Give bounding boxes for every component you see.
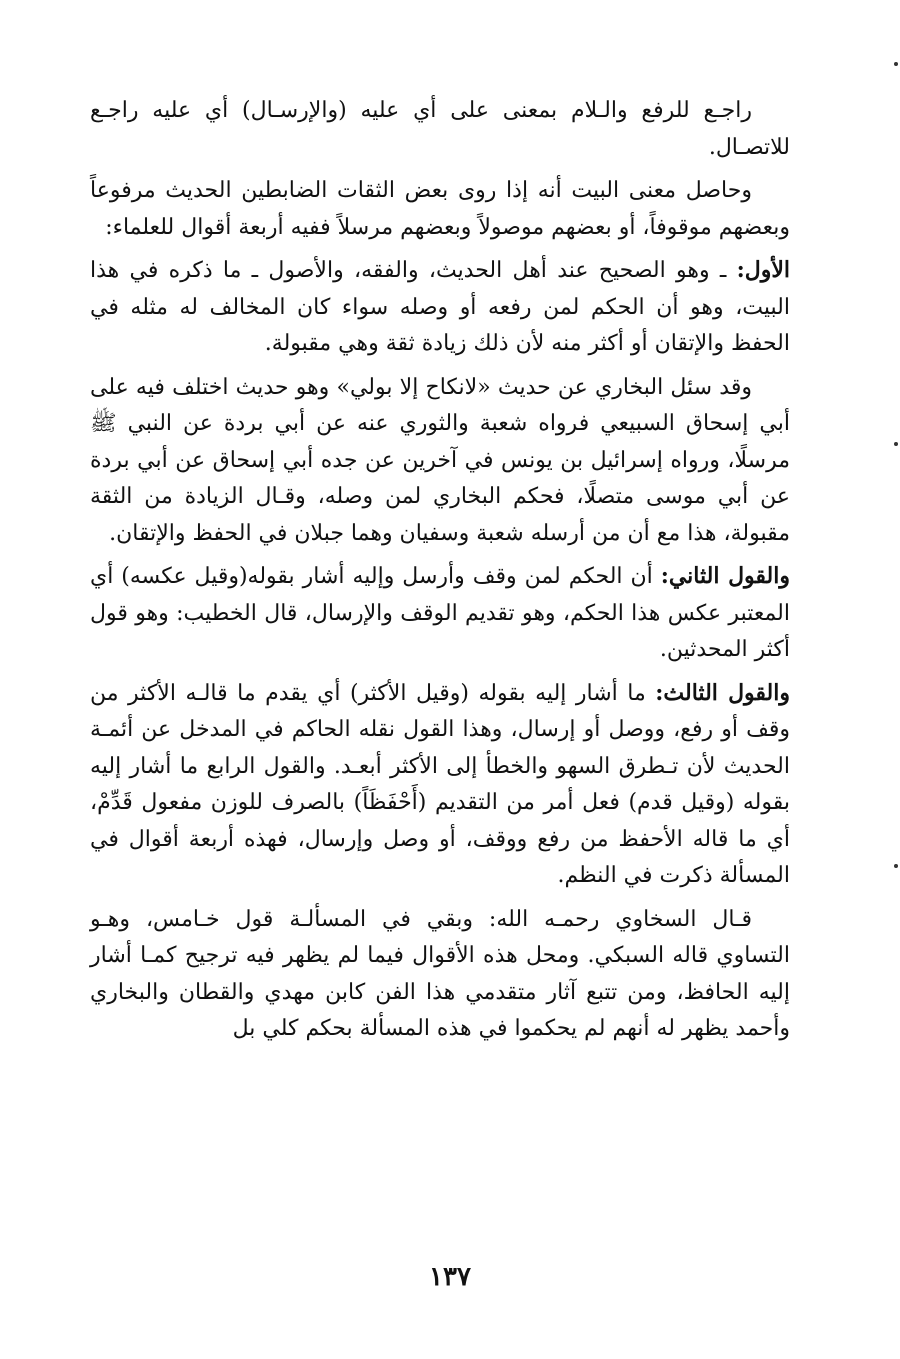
paragraph-7	[90, 901, 790, 1048]
paragraph-text: ما أشار إليه بقوله (وقيل الأكثر) أي يقدم ما قالـه الأكثر من وقف أو رفع، ووصل أو إرسال، وهذا القول نقله الحاكم في المدخل عن أئمـة الحديث لأن تـطرق السهو والخطأ إلى الأكثر أبعـد. والقول الرابع ما أشار إليه بقوله (وقيل قدم) فعل أمر من التقديم (أَحْفَظَاً) بالصرف للوزن مفعول قَدِّمْ، أي ما قاله الأحفظ من رفع ووقف، أو وصل وإرسال، فهذه أربعة أقوال في المسألة ذكرت في النظم.	[90, 680, 790, 888]
paragraph-lead: الأول:	[736, 257, 790, 283]
paragraph-4	[90, 369, 790, 553]
paragraph-text: قـال السخاوي رحمـه الله: وبقي في المسألـة قول خـامس، وهـو التساوي قاله السبكي. ومحل هذه الأقوال فيما لم يظهر فيه ترجيح كمـا أشار إليه الحافظ، ومن تتبع آثار متقدمي هذا الفن كابن مهدي والقطان والبخاري وأحمد يظهر له أنهم لم يحكموا في هذه المسألة بحكم كلي بل	[90, 906, 790, 1041]
margin-mark	[894, 62, 898, 66]
margin-mark	[894, 442, 898, 446]
page-body	[90, 92, 790, 1054]
page-number: ١٣٧	[429, 1262, 471, 1292]
paragraph-1	[90, 92, 790, 166]
paragraph-text: وحاصل معنى البيت أنه إذا روى بعض الثقات الضابطين الحديث مرفوعاً وبعضهم موقوفاً، أو بعضهم موصولاً وبعضهم مرسلاً ففيه أربعة أقوال للعلماء:	[90, 178, 790, 240]
paragraph-lead: والقول الثالث:	[655, 679, 790, 706]
paragraph-text: أن الحكم لمن وقف وأرسل وإليه أشار بقوله(وقيل عكسه) أي المعتبر عكس هذا الحكم، وهو تقديم الوقف والإرسال، قال الخطيب: وهو قول أكثر المحدثين.	[90, 564, 790, 662]
paragraph-text: وقد سئل البخاري عن حديث «لانكاح إلا بولي» وهو حديث اختلف فيه على أبي إسحاق السبيعي فرواه شعبة والثوري عنه عن أبي بردة عن النبي ﷺ مرسلًا، ورواه إسرائيل بن يونس في آخرين عن جده أبي إسحاق عن أبي بردة عن أبي موسى متصلًا، فحكم البخاري لمن وصله، وقـال الزيادة من الثقة مقبولة، هذا مع أن من أرسله شعبة وسفيان وهما جبلان في الحفظ والإتقان.	[90, 374, 790, 546]
margin-mark	[894, 864, 898, 868]
paragraph-text: ـ وهو الصحيح عند أهل الحديث، والفقه، والأصول ـ ما ذكره في هذا البيت، وهو أن الحكم لمن رفعه أو وصله سواء كان المخالف له مثله في الحفظ والإتقان أو أكثر منه لأن ذلك زيادة ثقة وهي مقبولة.	[90, 258, 790, 356]
paragraph-6	[90, 675, 790, 895]
paragraph-text: راجـع للرفع والـلام بمعنى على أي عليه (والإرسـال) أي عليه راجـع للاتصـال.	[90, 98, 790, 160]
paragraph-5	[90, 558, 790, 669]
paragraph-3	[90, 252, 790, 363]
paragraph-2	[90, 172, 790, 246]
paragraph-lead: والقول الثاني:	[660, 563, 790, 589]
